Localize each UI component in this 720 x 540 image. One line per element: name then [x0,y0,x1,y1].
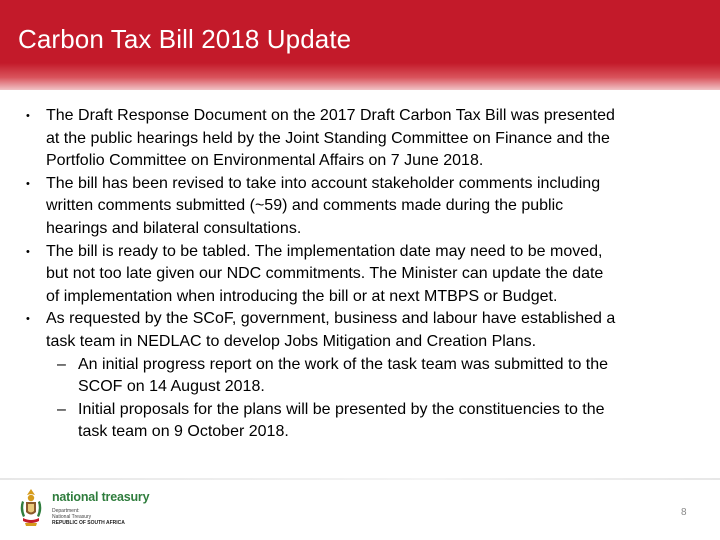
bullet-marker: • [26,110,30,122]
sub-bullet-line: SCOF on 14 August 2018. [78,378,265,396]
logo-department: Department: [52,508,80,514]
bullet-marker: • [26,177,30,190]
bullet-line: at the public hearings held by the Joint Standing Committee on Finance and the [46,129,610,147]
bullet-line: The Draft Response Document on the 2017 Draft Carbon Tax Bill was presented [46,107,615,124]
sub-bullet-item [22,399,702,444]
bullet-line: written comments submitted (~59) and comments made during the public [46,197,564,215]
sub-bullet-marker: – [57,355,66,373]
bullet-line: As requested by the SCoF, government, business and labour have established a [46,310,616,328]
bullet-line: but not too late given our NDC commitments. The Minister can update the date [46,265,604,283]
logo-country: REPUBLIC OF SOUTH AFRICA [52,520,125,526]
bullet-line: The bill has been revised to take into account stakeholder comments including [46,174,601,192]
footer-divider [0,478,720,480]
logo-name: national treasury [52,490,150,504]
page-number: 8 [681,507,687,518]
bullet-marker: • [26,313,30,326]
bullet-line: of implementation when introducing the bill or at next MTBPS or Budget. [46,287,558,305]
bullet-marker: • [26,245,30,258]
bullet-line: task team in NEDLAC to develop Jobs Mitigation and Creation Plans. [46,332,537,350]
sub-bullet-marker: – [57,400,66,418]
bullet-line: hearings and bilateral consultations. [46,219,302,237]
sub-bullet-line: Initial proposals for the plans will be presented by the constituencies to the [78,400,605,418]
bullet-item [22,173,702,241]
bullet-line: Portfolio Committee on Environmental Affairs on 7 June 2018. [46,152,484,170]
national-treasury-logo [16,487,166,529]
bullet-item [22,241,702,309]
sub-bullet-line: An initial progress report on the work of the task team was submitted to the [78,355,609,373]
slide-title: Carbon Tax Bill 2018 Update [18,24,352,54]
logo-department-name: National Treasury [52,514,92,520]
slide-content [22,105,702,444]
sub-bullet-line: task team on 9 October 2018. [78,423,289,441]
bullet-item [22,105,702,173]
bullet-line: The bill is ready to be tabled. The implementation date may need to be moved, [46,242,603,260]
title-bar [0,0,720,90]
bullet-item [22,308,702,353]
sub-bullet-item [22,354,702,399]
coat-of-arms-icon [16,487,46,529]
